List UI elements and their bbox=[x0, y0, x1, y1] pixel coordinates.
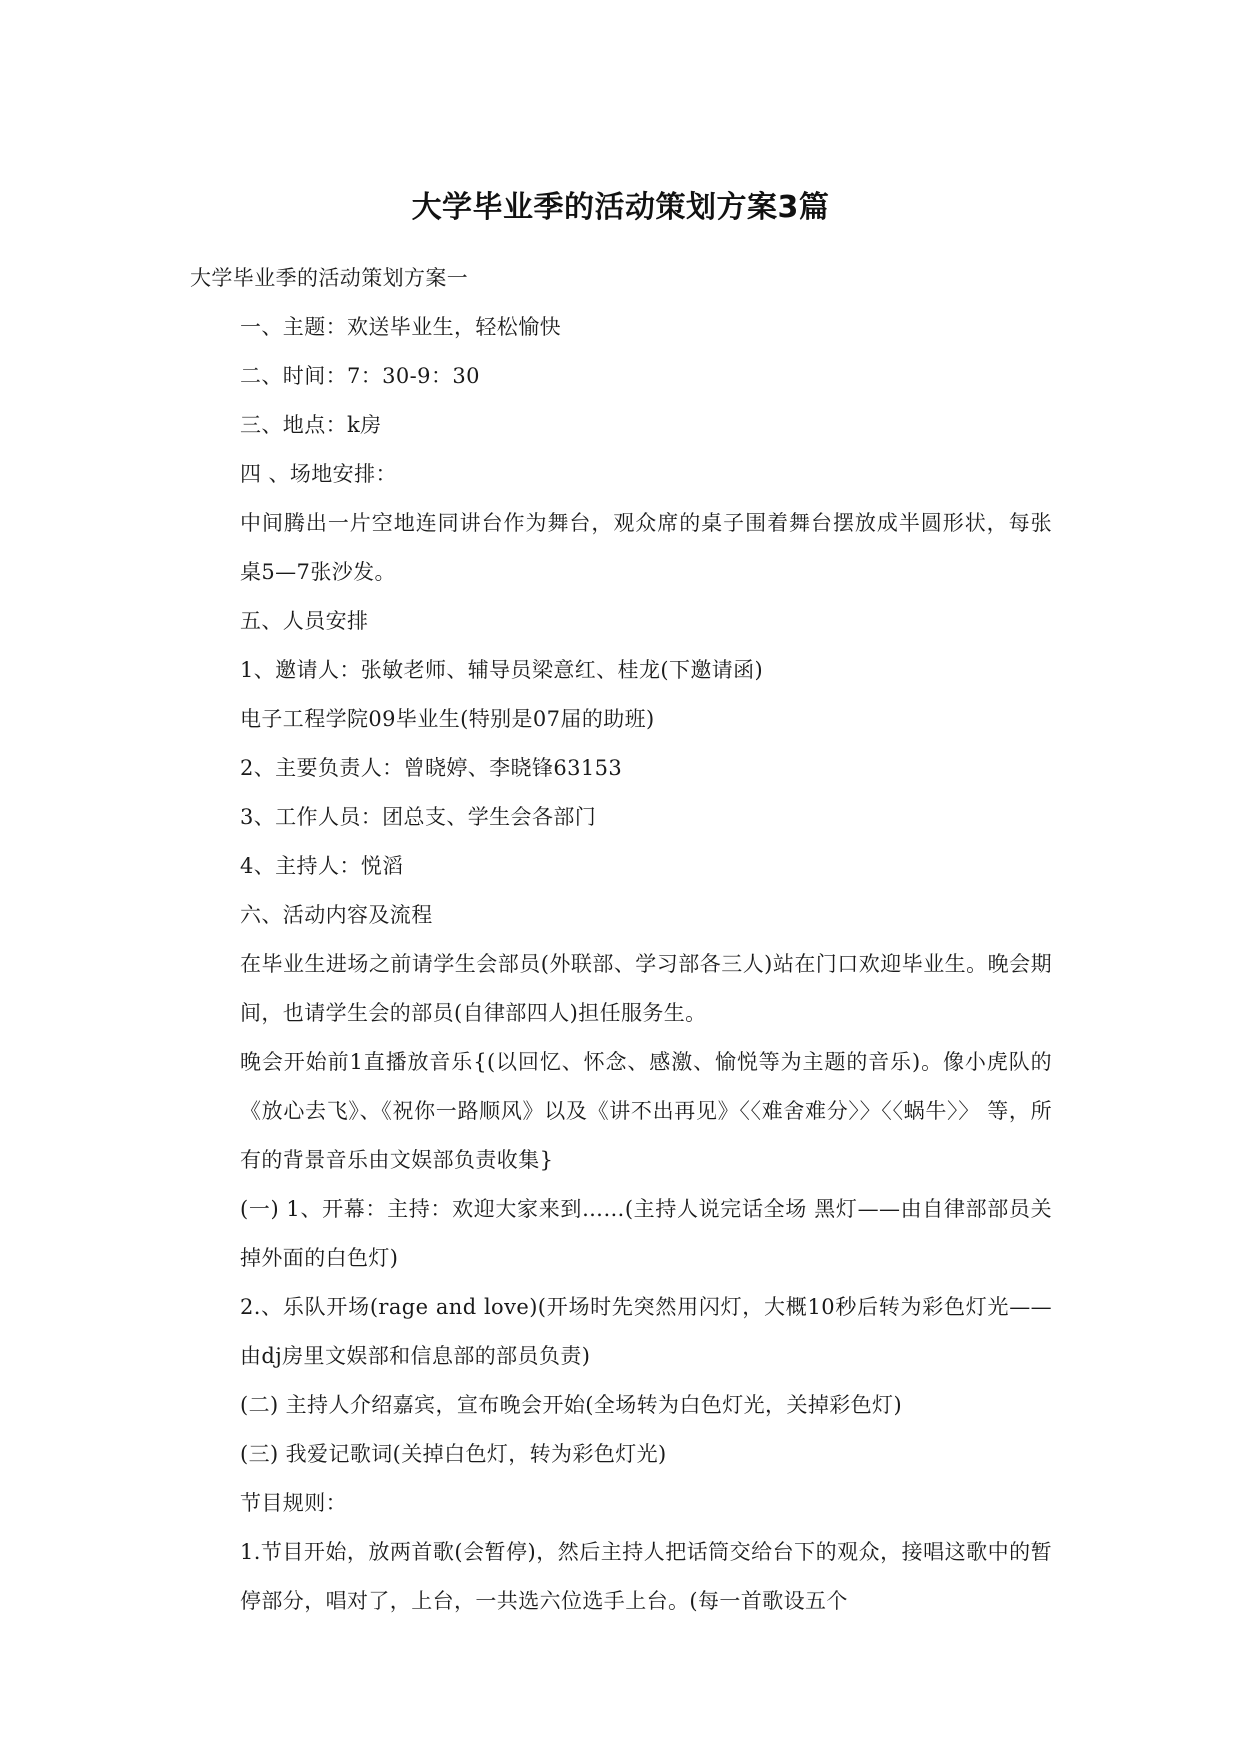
paragraph: 节目规则： bbox=[240, 1491, 347, 1515]
paragraph: 4、主持人：悦滔 bbox=[240, 854, 404, 878]
paragraph: 在毕业生进场之前请学生会部员(外联部、学习部各三人)站在门口欢迎毕业生。晚会期间，也请学生会的部员(自律部四人)担任服务生。 bbox=[240, 952, 1052, 1025]
paragraph: (二) 主持人介绍嘉宾，宣布晚会开始(全场转为白色灯光，关掉彩色灯) bbox=[240, 1393, 903, 1417]
paragraph: 五、人员安排 bbox=[240, 609, 369, 633]
paragraph: 一、主题：欢送毕业生，轻松愉快 bbox=[240, 315, 561, 339]
paragraph: 晚会开始前1直播放音乐{(以回忆、怀念、感激、愉悦等为主题的音乐)。像小虎队的《放心去飞》、《祝你一路顺风》以及《讲不出再见》〈〈难舍难分〉〉〈〈蜗牛〉〉 等，所有的背景音乐由文娱部负责收集} bbox=[240, 1050, 1052, 1172]
paragraph: 大学毕业季的活动策划方案一 bbox=[190, 266, 469, 290]
paragraph: 二、时间：7：30-9：30 bbox=[240, 364, 480, 388]
paragraph: (一) 1、开幕：主持：欢迎大家来到……(主持人说完话全场 黑灯——由自律部部员关掉外面的白色灯) bbox=[240, 1197, 1052, 1270]
paragraph: 三、地点：k房 bbox=[240, 413, 382, 437]
document-title: 大学毕业季的活动策划方案3篇 bbox=[411, 190, 830, 225]
paragraph: 电子工程学院09毕业生(特别是07届的助班) bbox=[240, 707, 655, 731]
paragraph: 六、活动内容及流程 bbox=[240, 903, 433, 927]
paragraph: 2、主要负责人：曾晓婷、李晓锋63153 bbox=[240, 756, 623, 780]
paragraph: (三) 我爱记歌词(关掉白色灯，转为彩色灯光) bbox=[240, 1442, 667, 1466]
paragraph: 1.节目开始，放两首歌(会暂停)，然后主持人把话筒交给台下的观众，接唱这歌中的暂停部分，唱对了，上台，一共选六位选手上台。(每一首歌设五个 bbox=[240, 1540, 1052, 1613]
paragraph: 3、工作人员：团总支、学生会各部门 bbox=[240, 805, 597, 829]
paragraph: 1、邀请人：张敏老师、辅导员梁意红、桂龙(下邀请函) bbox=[240, 658, 764, 682]
paragraph: 2.、乐队开场(rage and love)(开场时先突然用闪灯，大概10秒后转为彩色灯光——由dj房里文娱部和信息部的部员负责) bbox=[240, 1295, 1052, 1368]
document-body bbox=[190, 254, 1052, 1626]
paragraph: 四 、场地安排： bbox=[240, 462, 397, 486]
paragraph: 中间腾出一片空地连同讲台作为舞台，观众席的桌子围着舞台摆放成半圆形状，每张桌5—7张沙发。 bbox=[240, 511, 1052, 584]
